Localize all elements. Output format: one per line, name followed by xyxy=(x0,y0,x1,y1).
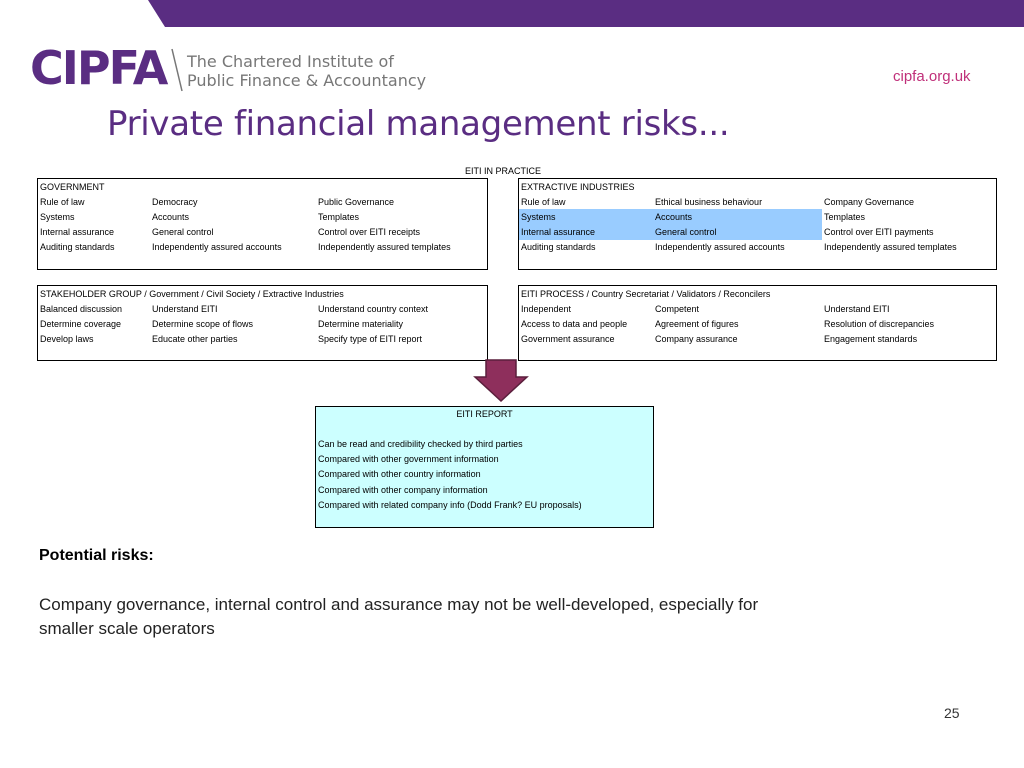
table-cell: Control over EITI receipts xyxy=(318,227,421,238)
box-header: STAKEHOLDER GROUP / Government / Civil Society / Extractive Industries xyxy=(40,288,344,299)
risks-heading: Potential risks: xyxy=(39,547,154,564)
table-cell: Understand EITI xyxy=(824,303,890,314)
table-cell: Systems xyxy=(40,211,75,222)
down-arrow-icon xyxy=(473,359,529,403)
table-cell: Company Governance xyxy=(824,196,915,207)
table-cell: Determine scope of flows xyxy=(152,318,254,329)
table-cell: Rule of law xyxy=(521,196,566,207)
table-row xyxy=(519,316,996,331)
government-table xyxy=(38,179,484,255)
eiti-in-practice-label: EITI IN PRACTICE xyxy=(464,166,541,176)
process-table xyxy=(519,286,996,347)
table-cell: Understand country context xyxy=(318,303,429,314)
table-row xyxy=(38,286,484,301)
table-cell: Independently assured templates xyxy=(824,242,957,253)
table-cell: Understand EITI xyxy=(152,303,218,314)
table-cell: Government assurance xyxy=(521,334,615,345)
table-row xyxy=(519,194,996,209)
table-cell-highlighted: Internal assurance xyxy=(519,225,653,240)
table-cell: Ethical business behaviour xyxy=(655,196,763,207)
box-header: EITI PROCESS / Country Secretariat / Validators / Reconcilers xyxy=(521,288,771,299)
table-cell: General control xyxy=(152,227,214,238)
table-cell: Independently assured accounts xyxy=(655,242,785,253)
table-cell: Templates xyxy=(318,211,360,222)
table-row xyxy=(38,332,484,347)
table-cell: Educate other parties xyxy=(152,334,238,345)
logo-tagline-2: Public Finance & Accountancy xyxy=(187,71,427,90)
eiti-process-box xyxy=(518,285,997,361)
table-row xyxy=(519,301,996,316)
table-cell: Determine materiality xyxy=(318,318,404,329)
table-cell: Internal assurance xyxy=(40,227,115,238)
table-cell: Develop laws xyxy=(40,334,94,345)
table-cell: Balanced discussion xyxy=(40,303,123,314)
table-cell: Democracy xyxy=(152,196,198,207)
table-row xyxy=(38,209,484,224)
logo-mark: CIPFA xyxy=(30,41,167,95)
table-row xyxy=(519,209,996,224)
stakeholder-table xyxy=(38,286,484,347)
table-cell-highlighted: Systems xyxy=(519,209,653,224)
table-cell-highlighted: Accounts xyxy=(653,209,822,224)
table-row xyxy=(38,179,484,194)
table-row xyxy=(38,194,484,209)
government-box xyxy=(37,178,488,270)
table-cell: Accounts xyxy=(152,211,190,222)
table-cell: Company assurance xyxy=(655,334,738,345)
top-banner xyxy=(0,0,1024,27)
page-title: Private financial management risks... xyxy=(107,104,730,144)
table-cell-highlighted: General control xyxy=(653,225,822,240)
table-cell: Independent xyxy=(521,303,572,314)
table-cell: Independently assured accounts xyxy=(152,242,282,253)
extractive-industries-box xyxy=(518,178,997,270)
table-row xyxy=(519,179,996,194)
table-row xyxy=(519,286,996,301)
box-header: GOVERNMENT xyxy=(40,181,105,192)
risks-body: Company governance, internal control and assurance may not be well-developed, especially for smaller scale operators xyxy=(39,595,759,638)
box-header: EXTRACTIVE INDUSTRIES xyxy=(521,181,635,192)
site-link[interactable]: cipfa.org.uk xyxy=(893,68,971,85)
eiti-report-box xyxy=(315,406,654,528)
table-row xyxy=(519,240,996,255)
table-row xyxy=(38,240,484,255)
table-row xyxy=(38,316,484,331)
table-cell: Templates xyxy=(824,211,866,222)
stakeholder-group-box xyxy=(37,285,488,361)
report-line: Compared with other country information xyxy=(318,469,481,480)
table-cell: Public Governance xyxy=(318,196,395,207)
table-cell: Engagement standards xyxy=(824,334,918,345)
table-cell: Auditing standards xyxy=(521,242,596,253)
extractive-table xyxy=(519,179,996,255)
report-line: Compared with related company info (Dodd Frank? EU proposals) xyxy=(318,499,582,510)
logo-tagline-1: The Chartered Institute of xyxy=(187,52,394,71)
table-cell: Determine coverage xyxy=(40,318,122,329)
table-cell: Resolution of discrepancies xyxy=(824,318,935,329)
page-number: 25 xyxy=(944,705,960,721)
table-cell: Control over EITI payments xyxy=(824,227,934,238)
table-cell: Rule of law xyxy=(40,196,85,207)
table-cell: Agreement of figures xyxy=(655,318,739,329)
table-row xyxy=(38,301,484,316)
table-cell: Auditing standards xyxy=(40,242,115,253)
table-row xyxy=(38,225,484,240)
table-cell: Competent xyxy=(655,303,700,314)
table-row xyxy=(519,332,996,347)
table-row xyxy=(519,225,996,240)
report-line: Can be read and credibility checked by third parties xyxy=(318,439,523,449)
report-line: Compared with other company information xyxy=(318,484,488,495)
report-title: EITI REPORT xyxy=(456,409,513,419)
table-cell: Independently assured templates xyxy=(318,242,451,253)
table-cell: Access to data and people xyxy=(521,318,628,329)
report-line: Compared with other government information xyxy=(318,454,499,465)
table-cell: Specify type of EITI report xyxy=(318,334,423,345)
logo-divider xyxy=(170,47,184,93)
